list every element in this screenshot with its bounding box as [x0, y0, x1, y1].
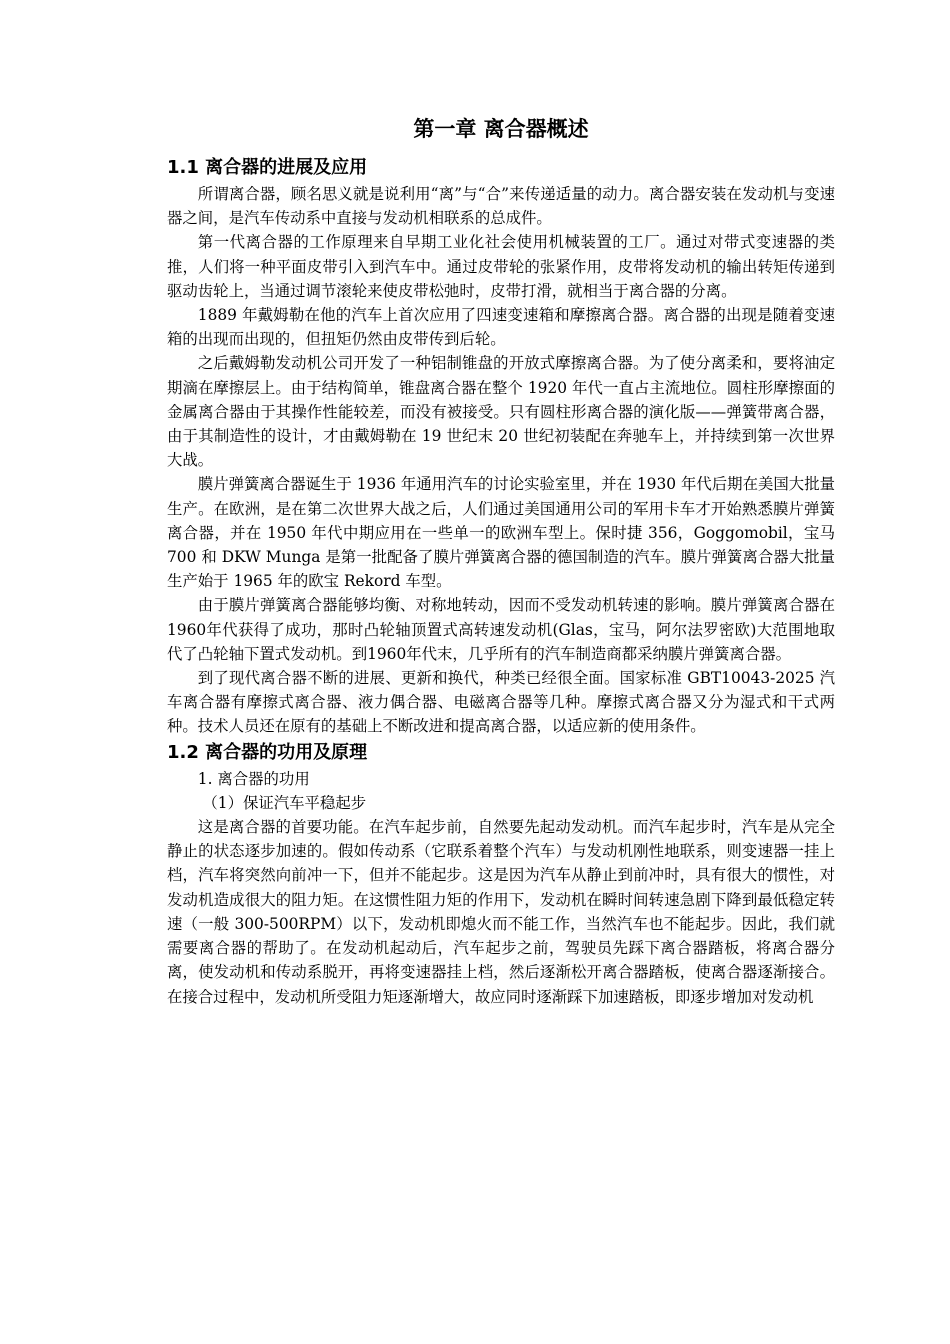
document-page [167, 112, 835, 1009]
paragraph: 到了现代离合器不断的进展、更新和换代，种类已经很全面。国家标准 GBT10043-2025 汽车离合器有摩擦式离合器、液力偶合器、电磁离合器等几种。摩擦式离合器又分为湿式和干式两种。技术人员还在原有的基础上不断改进和提高离合器，以适应新的使用条件。 [167, 669, 835, 736]
paragraph: 第一代离合器的工作原理来自早期工业化社会使用机械装置的工厂。通过对带式变速器的类推，人们将一种平面皮带引入到汽车中。通过皮带轮的张紧作用，皮带将发动机的输出转矩传递到驱动齿轮上，当通过调节滚轮来使皮带松弛时，皮带打滑，就相当于离合器的分离。 [167, 233, 835, 300]
chapter-title: 第一章 离合器概述 [413, 117, 589, 141]
paragraph: 膜片弹簧离合器诞生于 1936 年通用汽车的讨论实验室里，并在 1930 年代后期在美国大批量生产。在欧洲，是在第二次世界大战之后，人们通过美国通用公司的军用卡车才开始熟悉膜片弹簧离合器，并在 1950 年代中期应用在一些单一的欧洲车型上。保时捷 356，Goggomobil，宝马 700 和 DKW Munga 是第一批配备了膜片弹簧离合器的德国制造的汽车。膜片弹簧离合器大批量生产始于 1965 年的欧宝 Rekord 车型。 [167, 475, 835, 591]
section-heading-1-2: 1.2 离合器的功用及原理 [167, 741, 368, 763]
step-heading: （1）保证汽车平稳起步 [202, 793, 367, 812]
section-heading-1-1: 1.1 离合器的进展及应用 [167, 157, 368, 178]
paragraph: 这是离合器的首要功能。在汽车起步前，自然要先起动发动机。而汽车起步时，汽车是从完全静止的状态逐步加速的。假如传动系（它联系着整个汽车）与发动机刚性地联系，则变速器一挂上档，汽车将突然向前冲一下，但并不能起步。这是因为汽车从静止到前冲时，具有很大的惯性，对发动机造成很大的阻力矩。在这惯性阻力矩的作用下，发动机在瞬时间转速急剧下降到最低稳定转速（一般 300-500RPM）以下，发动机即熄火而不能工作，当然汽车也不能起步。因此，我们就需要离合器的帮助了。在发动机起动后，汽车起步之前，驾驶员先踩下离合器踏板，将离合器分离，使发动机和传动系脱开，再将变速器挂上档，然后逐渐松开离合器踏板，使离合器逐渐接合。在接合过程中，发动机所受阻力矩逐渐增大，故应同时逐渐踩下加速踏板，即逐步增加对发动机 [167, 818, 835, 1006]
paragraph: 之后戴姆勒发动机公司开发了一种铝制锥盘的开放式摩擦离合器。为了使分离柔和，要将油定期滴在摩擦层上。由于结构简单，锥盘离合器在整个 1920 年代一直占主流地位。圆柱形摩擦面的金属离合器由于其操作性能较差，而没有被接受。只有圆柱形离合器的演化版——弹簧带离合器，由于其制造性的设计，才由戴姆勒在 19 世纪末 20 世纪初装配在奔驰车上，并持续到第一次世界大战。 [167, 354, 835, 470]
paragraph: 1889 年戴姆勒在他的汽车上首次应用了四速变速箱和摩擦离合器。离合器的出现是随着变速箱的出现而出现的，但扭矩仍然由皮带传到后轮。 [167, 306, 835, 349]
paragraph: 由于膜片弹簧离合器能够均衡、对称地转动，因而不受发动机转速的影响。膜片弹簧离合器在1960年代获得了成功，那时凸轮轴顶置式高转速发动机(Glas，宝马，阿尔法罗密欧)大范围地取代了凸轮轴下置式发动机。到1960年代末，几乎所有的汽车制造商都采纳膜片弹簧离合器。 [167, 596, 835, 663]
paragraph: 所谓离合器，顾名思义就是说利用“离”与“合”来传递适量的动力。离合器安装在发动机与变速器之间，是汽车传动系中直接与发动机相联系的总成件。 [167, 185, 835, 228]
sub-heading: 1. 离合器的功用 [197, 769, 310, 788]
